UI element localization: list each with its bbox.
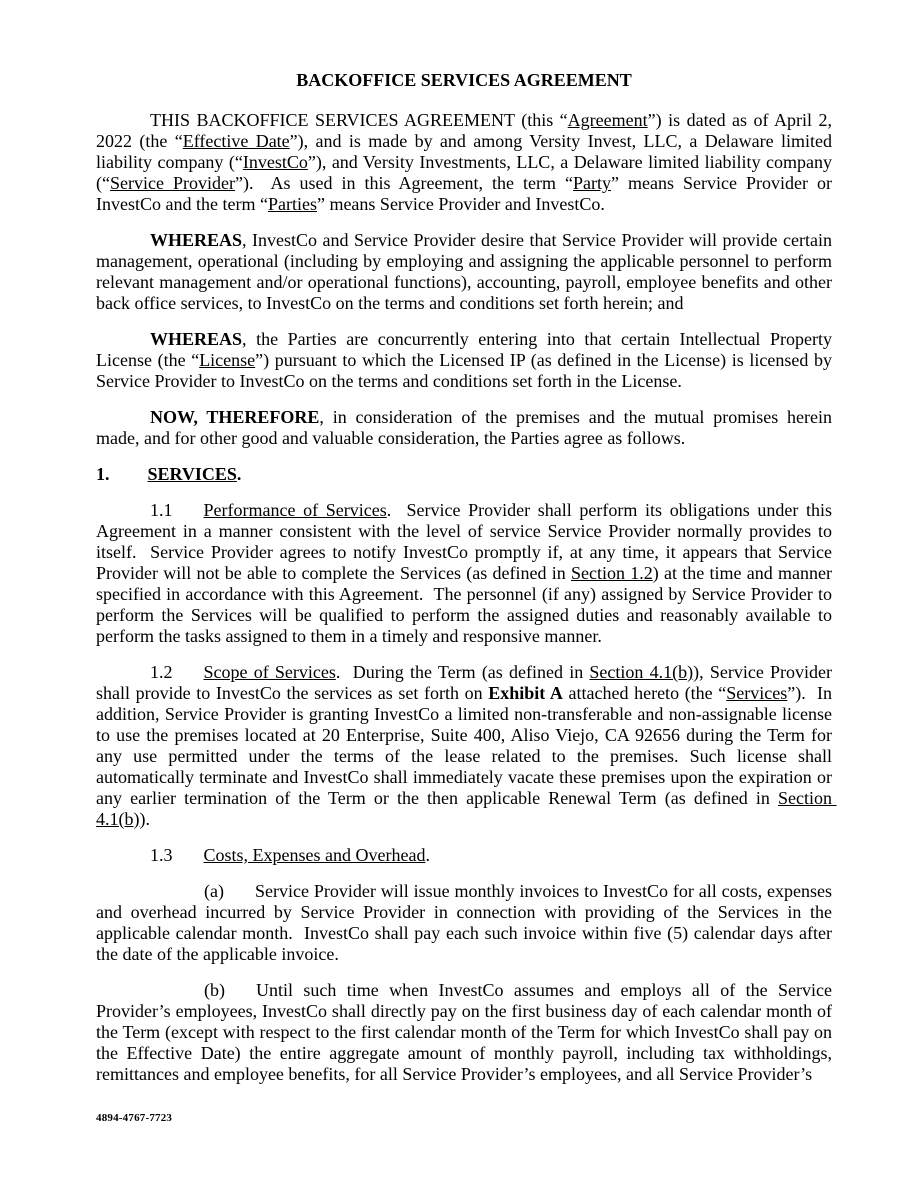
text-run: SERVICES xyxy=(147,464,237,484)
text-run: ”), and Versity Investments, LLC, a Delaware limited liability company (“ xyxy=(96,152,837,193)
text-run: . xyxy=(425,845,430,865)
text-run: ”) is dated as of April 2, 2022 (the “ xyxy=(96,110,837,151)
text-run: ), Service Provider shall provide to InvestCo the services as set forth on xyxy=(96,662,837,703)
text-run: ” means Service Provider and InvestCo. xyxy=(316,194,605,214)
text-run: (b) xyxy=(204,980,225,1000)
text-run: Service Provider will issue monthly invoices to InvestCo for all costs, expenses and overhead incurred by Service Provider in connection with providing of the Services in the applicable calendar month. InvestCo shall pay each such invoice within five (5) calendar days after the date of the applicable invoice. xyxy=(96,881,837,964)
recital-whereas-1 xyxy=(96,230,837,314)
clause-1-3-a xyxy=(96,881,837,965)
section-1-2-scope-of-services xyxy=(96,662,837,830)
text-run: Service Provider xyxy=(109,173,235,193)
text-run: Performance of Services xyxy=(203,500,387,520)
text-run: WHEREAS xyxy=(150,230,243,250)
section-1-heading xyxy=(96,464,832,485)
text-run: , in consideration of the premises and the mutual promises herein made, and for other good and valuable consideration, the Parties agree as follows. xyxy=(96,407,837,448)
text-run: 1. xyxy=(96,464,110,484)
text-run: Section 4.1(b) xyxy=(589,662,694,682)
text-run: (a) xyxy=(204,881,224,901)
intro-paragraph xyxy=(96,110,837,215)
text-run: InvestCo xyxy=(242,152,308,172)
text-run: 1.1 xyxy=(150,500,173,520)
document-paragraphs xyxy=(96,110,837,1085)
text-run: . During the Term (as defined in xyxy=(335,662,590,682)
text-run: License xyxy=(199,350,256,370)
text-run: ”). In addition, Service Provider is granting InvestCo a limited non-transferable and non-assignable license to use the premises located at 20 Enterprise, Suite 400, Aliso Viejo, CA 92656 during the Term for any use permitted under the terms of the lease related to the premises. Such license shall automatically terminate and InvestCo shall immediately vacate these premises upon the expiration or any earlier termination of the Term or the then applicable Renewal Term (as defined in xyxy=(96,683,837,808)
text-run: Costs, Expenses and Overhead xyxy=(203,845,426,865)
text-run: Section 4.1(b) xyxy=(96,788,837,829)
text-run: 1.2 xyxy=(150,662,173,682)
text-run: , the Parties are concurrently entering into that certain Intellectual Property License (the “ xyxy=(96,329,837,370)
text-run: Scope of Services xyxy=(203,662,336,682)
clause-1-3-b xyxy=(96,980,837,1085)
section-1-3-costs-expenses-overhead xyxy=(96,845,832,866)
text-run: THIS BACKOFFICE SERVICES AGREEMENT (this “ xyxy=(150,110,568,130)
text-run: . Service Provider shall perform its obligations under this Agreement in a manner consistent with the level of service Service Provider normally provides to itself. Service Provider agrees to notify InvestCo promptly if, at any time, it appears that Service Provider will not be able to complete the Services (as defined in xyxy=(96,500,837,583)
text-run: Exhibit A xyxy=(488,683,563,703)
text-run: attached hereto (the “ xyxy=(562,683,727,703)
text-run: ) at the time and manner specified in accordance with this Agreement. The personnel (if any) assigned by Service Provider to perform the Services will be qualified to perform the assigned duties and reasonably available to perform the tasks assigned to them in a timely and responsive manner. xyxy=(96,563,837,646)
document-title: BACKOFFICE SERVICES AGREEMENT xyxy=(296,70,632,90)
text-run: Until such time when InvestCo assumes and employs all of the Service Provider’s employees, InvestCo shall directly pay on the first business day of each calendar month of the Term (except with respect to the first calendar month of the Term for which InvestCo shall pay on the Effective Date) the entire aggregate amount of monthly payroll, including tax withholdings, remittances and employee benefits, for all Service Provider’s employees, and all Service Provider’s xyxy=(96,980,837,1084)
text-run: ” means Service Provider or InvestCo and the term “ xyxy=(96,173,837,214)
recital-whereas-2 xyxy=(96,329,837,392)
text-run: . xyxy=(236,464,242,484)
text-run: NOW, THEREFORE xyxy=(150,407,320,427)
text-run: Agreement xyxy=(567,110,648,130)
text-run: ”) pursuant to which the Licensed IP (as defined in the License) is licensed by Service Provider to InvestCo on the terms and conditions set forth in the License. xyxy=(96,350,837,391)
section-1-1-performance-of-services xyxy=(96,500,837,647)
text-run: ”), and is made by and among Versity Invest, LLC, a Delaware limited liability company (“ xyxy=(96,131,837,172)
text-run: Party xyxy=(573,173,612,193)
text-run: 1.3 xyxy=(150,845,173,865)
text-run: Services xyxy=(726,683,788,703)
text-run: Section 1.2 xyxy=(571,563,653,583)
document-id-stamp: 4894-4767-7723 xyxy=(96,1112,173,1124)
text-run: Parties xyxy=(267,194,317,214)
text-run: ”). As used in this Agreement, the term “ xyxy=(234,173,574,193)
now-therefore-paragraph xyxy=(96,407,837,449)
text-run: ). xyxy=(139,809,150,829)
text-run: , InvestCo and Service Provider desire that Service Provider will provide certain management, operational (including by employing and assigning the applicable personnel to perform relevant management and/or operational functions), accounting, payroll, employee benefits and other back office services, to InvestCo on the terms and conditions set forth herein; and xyxy=(96,230,837,313)
document-content xyxy=(96,70,837,1100)
text-run: Effective Date xyxy=(182,131,290,151)
text-run: WHEREAS xyxy=(150,329,243,349)
